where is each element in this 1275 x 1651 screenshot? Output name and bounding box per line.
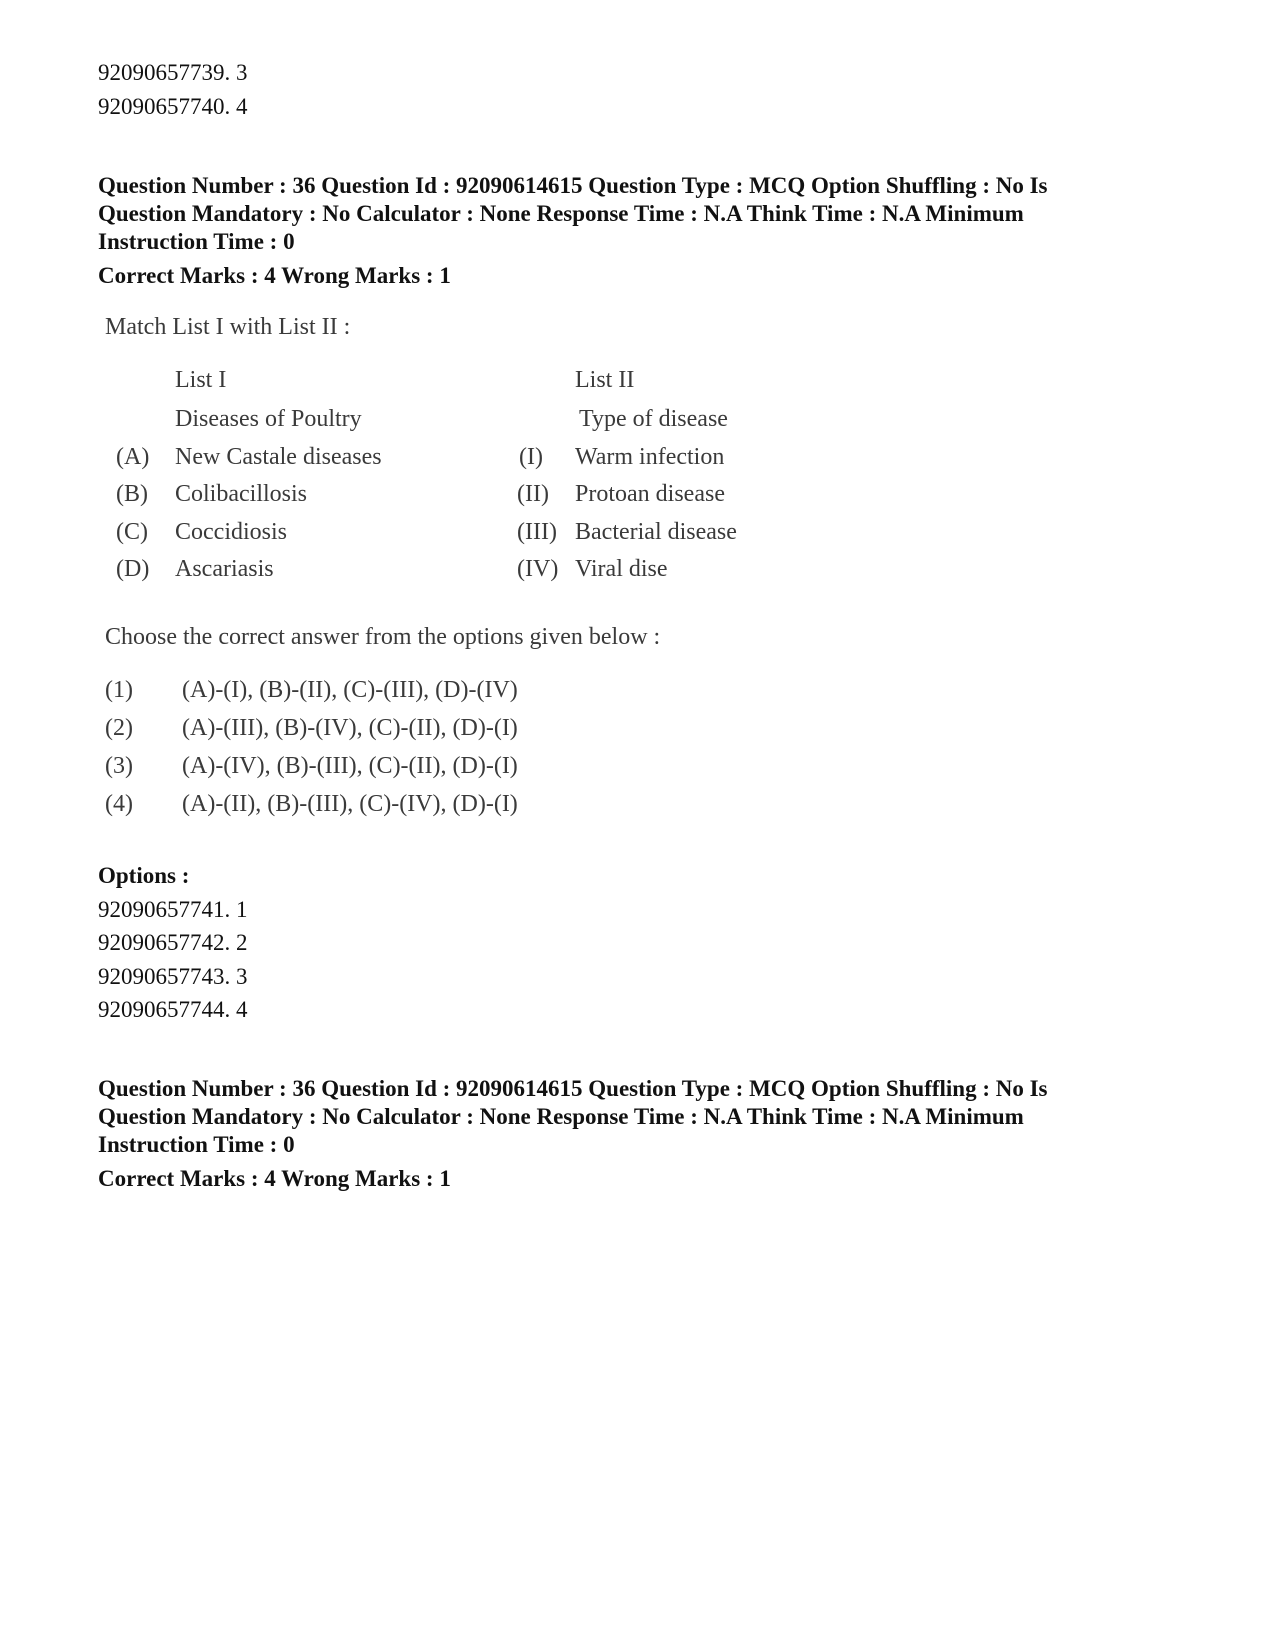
question-header-line: Instruction Time : 0	[98, 1132, 295, 1157]
question-prompt: Match List I with List II :	[105, 314, 351, 340]
row-letter: (C)	[116, 519, 148, 545]
question-header-line: Question Mandatory : No Calculator : None Response Time : N.A Think Time : N.A Minimum	[98, 1104, 1024, 1129]
option-line: 92090657744. 4	[98, 997, 248, 1022]
choice-text: (A)-(II), (B)-(III), (C)-(IV), (D)-(I)	[182, 791, 518, 817]
disease-type: Bacterial disease	[575, 519, 737, 545]
disease-type: Protoan disease	[575, 481, 725, 507]
choice-text: (A)-(I), (B)-(II), (C)-(III), (D)-(IV)	[182, 677, 518, 703]
option-line: 92090657739. 3	[98, 60, 248, 85]
row-numeral: (II)	[517, 481, 549, 507]
list2-title: List II	[575, 367, 635, 393]
choice-text: (A)-(III), (B)-(IV), (C)-(II), (D)-(I)	[182, 715, 518, 741]
disease-type: Viral dise	[575, 556, 668, 582]
row-letter: (A)	[116, 444, 150, 470]
marks-line: Correct Marks : 4 Wrong Marks : 1	[98, 263, 451, 288]
disease-item: Ascariasis	[175, 556, 274, 582]
list1-subtitle: Diseases of Poultry	[175, 406, 362, 432]
marks-line: Correct Marks : 4 Wrong Marks : 1	[98, 1166, 451, 1191]
choice-number: (1)	[105, 677, 133, 703]
question-header-line: Question Mandatory : No Calculator : None Response Time : N.A Think Time : N.A Minimum	[98, 201, 1024, 226]
options-label: Options :	[98, 863, 190, 888]
row-letter: (D)	[116, 556, 150, 582]
disease-item: Coccidiosis	[175, 519, 287, 545]
list1-title: List I	[175, 367, 227, 393]
disease-item: Colibacillosis	[175, 481, 307, 507]
choice-number: (4)	[105, 791, 133, 817]
question-header-line: Question Number : 36 Question Id : 92090614615 Question Type : MCQ Option Shuffling : No Is	[98, 173, 1048, 198]
row-numeral: (IV)	[517, 556, 559, 582]
choice-text: (A)-(IV), (B)-(III), (C)-(II), (D)-(I)	[182, 753, 518, 779]
disease-item: New Castale diseases	[175, 444, 382, 470]
option-line: 92090657742. 2	[98, 930, 248, 955]
question-header-line: Question Number : 36 Question Id : 92090614615 Question Type : MCQ Option Shuffling : No Is	[98, 1076, 1048, 1101]
row-numeral: (I)	[519, 444, 543, 470]
disease-type: Warm infection	[575, 444, 725, 470]
option-line: 92090657741. 1	[98, 897, 248, 922]
option-line: 92090657743. 3	[98, 964, 248, 989]
choice-number: (2)	[105, 715, 133, 741]
choice-number: (3)	[105, 753, 133, 779]
question-header-line: Instruction Time : 0	[98, 229, 295, 254]
list2-subtitle: Type of disease	[579, 406, 728, 432]
row-numeral: (III)	[517, 519, 557, 545]
choose-instruction: Choose the correct answer from the options given below :	[105, 624, 661, 650]
row-letter: (B)	[116, 481, 148, 507]
option-line: 92090657740. 4	[98, 94, 248, 119]
